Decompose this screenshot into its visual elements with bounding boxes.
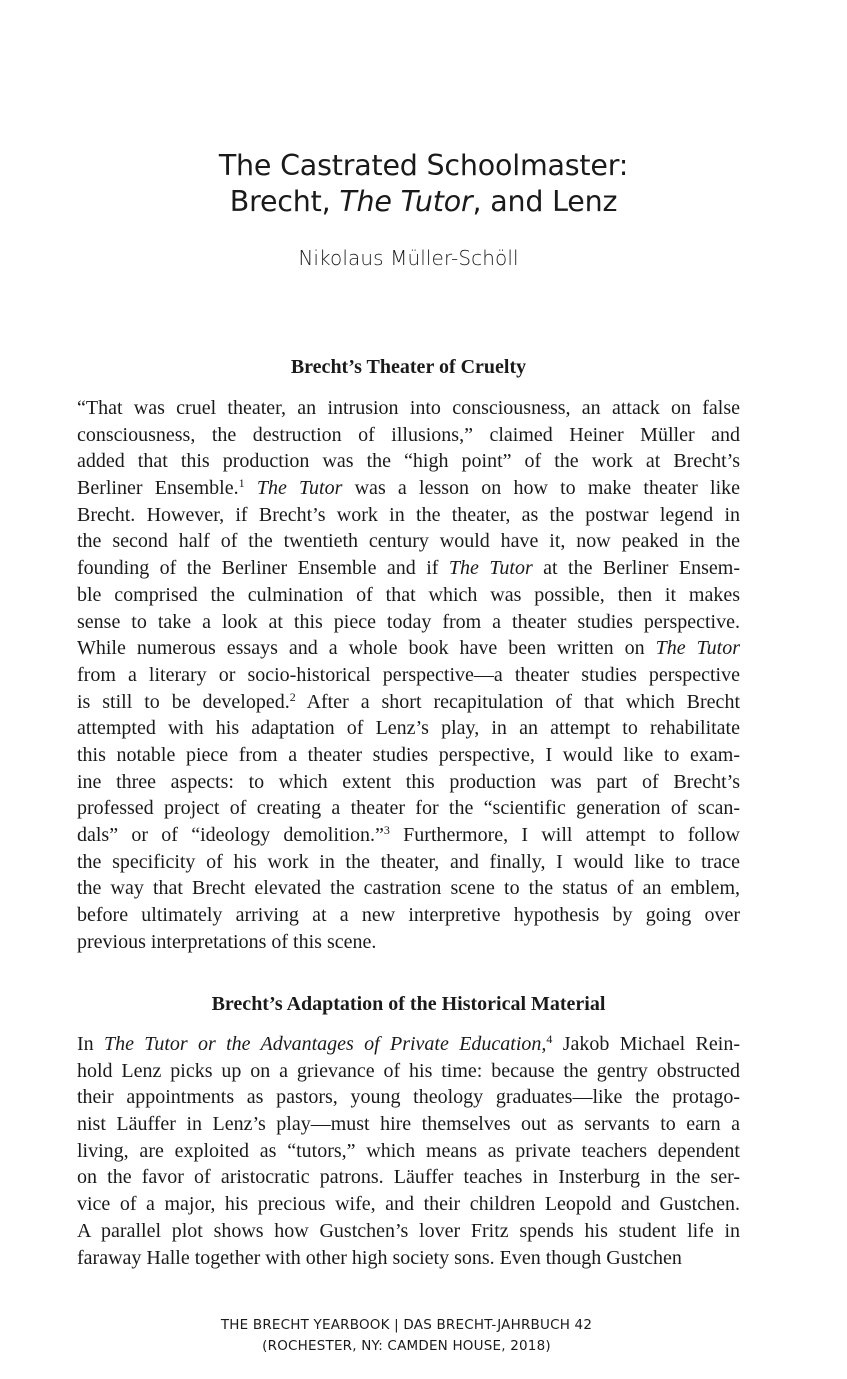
text-line: [77, 795, 740, 822]
text-fragment-post: Jakob Michael Rein-: [552, 1033, 740, 1055]
text-fragment-pre: this notable piece from a theater studies perspective, I would like to exam-: [77, 743, 740, 766]
section-heading-1: Brecht’s Theater of Cruelty: [290, 356, 527, 378]
text-line: [77, 849, 740, 876]
text-line: [77, 1164, 740, 1191]
text-line: [77, 1245, 740, 1272]
text-fragment-pre: “That was cruel theater, an intrusion into consciousness, an attack on false: [77, 397, 740, 419]
text-fragment-sup: 4: [546, 1032, 553, 1046]
text-line: [77, 1058, 740, 1085]
text-fragment-pre: from a literary or socio-historical perspective—a theater studies perspective: [77, 663, 740, 686]
text-fragment-pre: ine three aspects: to which extent this production was part of Brecht’s: [77, 770, 740, 793]
text-fragment-pre: In: [77, 1033, 104, 1055]
text-line: [77, 555, 740, 582]
text-fragment-pre: dals” or of “ideology demolition.”: [77, 824, 384, 846]
section-heading-2: Brecht’s Adaptation of the Historical Material: [211, 993, 606, 1015]
text-line: [77, 822, 740, 849]
text-line: [77, 1218, 740, 1245]
text-fragment-pre: previous interpretations of this scene.: [77, 930, 377, 953]
text-line: [77, 448, 740, 475]
text-line: [77, 528, 740, 555]
author-name: Nikolaus Müller-Schöll: [298, 246, 519, 270]
text-fragment-pre: founding of the Berliner Ensemble and if: [77, 557, 449, 580]
text-fragment-pre: vice of a major, his precious wife, and their children Leopold and Gustchen.: [77, 1193, 740, 1216]
text-fragment-pre: their appointments as pastors, young theology graduates—like the protago-: [77, 1086, 740, 1109]
text-line: [77, 929, 740, 956]
text-line: [77, 635, 740, 662]
text-fragment-pre: attempted with his adaptation of Lenz’s play, in an attempt to rehabilitate: [77, 717, 740, 740]
text-fragment-pre: faraway Halle together with other high society sons. Even though Gustchen: [77, 1246, 682, 1269]
text-line: [77, 1084, 740, 1111]
text-fragment-post: at the Berliner Ensem-: [532, 557, 740, 580]
text-fragment-pre: the second half of the twentieth century would have it, now peaked in the: [77, 530, 740, 553]
text-line: [77, 1111, 740, 1138]
text-fragment-pre: Berliner Ensemble.: [77, 477, 239, 500]
title-line-1: The Castrated Schoolmaster:: [218, 149, 629, 182]
section-2-paragraph: [77, 1031, 740, 1271]
text-fragment-pre: the specificity of his work in the theater, and finally, I would like to trace: [77, 850, 740, 873]
text-fragment-italic: The Tutor or the Advantages of Private Education,: [103, 1033, 547, 1055]
text-fragment-italic: The Tutor: [655, 637, 740, 660]
text-fragment-pre: is still to be developed.: [77, 690, 290, 713]
text-fragment-pre: hold Lenz picks up on a grievance of his time: because the gentry obstructed: [77, 1059, 740, 1082]
text-line: [77, 502, 740, 529]
text-fragment-italic: The Tutor: [448, 557, 533, 580]
text-fragment-post: After a short recapitulation of that which Brecht: [295, 690, 740, 713]
page-footer: [0, 1315, 813, 1357]
text-line: [77, 422, 740, 449]
title-line-2-post: , and Lenz: [472, 185, 618, 218]
text-line: [77, 742, 740, 769]
text-fragment-pre: Brecht. However, if Brecht’s work in the theater, as the postwar legend in: [77, 503, 740, 526]
text-fragment-pre: A parallel plot shows how Gustchen’s lover Fritz spends his student life in: [77, 1219, 740, 1242]
footer-line-1: THE BRECHT YEARBOOK | DAS BRECHT-JAHRBUCH 42: [220, 1317, 593, 1333]
text-fragment-pre: While numerous essays and a whole book have been written on: [77, 637, 656, 660]
text-fragment-pre: consciousness, the destruction of illusions,” claimed Heiner Müller and: [77, 423, 740, 446]
text-fragment-pre: sense to take a look at this piece today from a theater studies perspective.: [77, 610, 740, 633]
text-fragment-pre: added that this production was the “high point” of the work at Brecht’s: [77, 450, 740, 473]
text-line: [77, 1031, 740, 1058]
text-fragment-post: Furthermore, I will attempt to follow: [389, 824, 740, 846]
text-line: [77, 609, 740, 636]
text-fragment-pre: living, are exploited as “tutors,” which means as private teachers dependent: [77, 1139, 740, 1162]
text-line: [77, 395, 740, 422]
text-fragment-sup: 1: [238, 476, 245, 491]
text-fragment-sup: 2: [289, 689, 296, 704]
text-fragment-pre: the way that Brecht elevated the castration scene to the status of an emblem,: [77, 877, 740, 900]
text-fragment-post: was a lesson on how to make theater like: [342, 477, 741, 500]
section-1-paragraph: [77, 395, 740, 955]
text-line: [77, 902, 740, 929]
text-fragment-pre: professed project of creating a theater for the “scientific generation of scan-: [77, 797, 740, 820]
text-fragment-pre: on the favor of aristocratic patrons. Läuffer teaches in Insterburg in the ser-: [77, 1166, 740, 1189]
text-fragment-pre: before ultimately arriving at a new interpretive hypothesis by going over: [77, 904, 740, 927]
text-line: [77, 662, 740, 689]
text-fragment-pre: nist Läuffer in Lenz’s play—must hire themselves out as servants to earn a: [77, 1113, 740, 1136]
text-line: [77, 582, 740, 609]
title-line-2-pre: Brecht,: [229, 185, 340, 218]
text-line: [77, 1191, 740, 1218]
article-title: [0, 148, 847, 220]
text-fragment-italic: The Tutor: [244, 477, 343, 500]
text-fragment-pre: ble comprised the culmination of that which was possible, then it makes: [77, 583, 740, 606]
text-line: [77, 689, 740, 716]
text-line: [77, 715, 740, 742]
text-line: [77, 1138, 740, 1165]
title-line-2: [0, 184, 847, 220]
text-fragment-sup: 3: [383, 823, 390, 837]
footer-line-2: (ROCHESTER, NY: CAMDEN HOUSE, 2018): [262, 1338, 551, 1354]
text-line: [77, 475, 740, 502]
text-line: [77, 875, 740, 902]
text-line: [77, 769, 740, 796]
title-line-2-italic: The Tutor: [339, 185, 473, 218]
